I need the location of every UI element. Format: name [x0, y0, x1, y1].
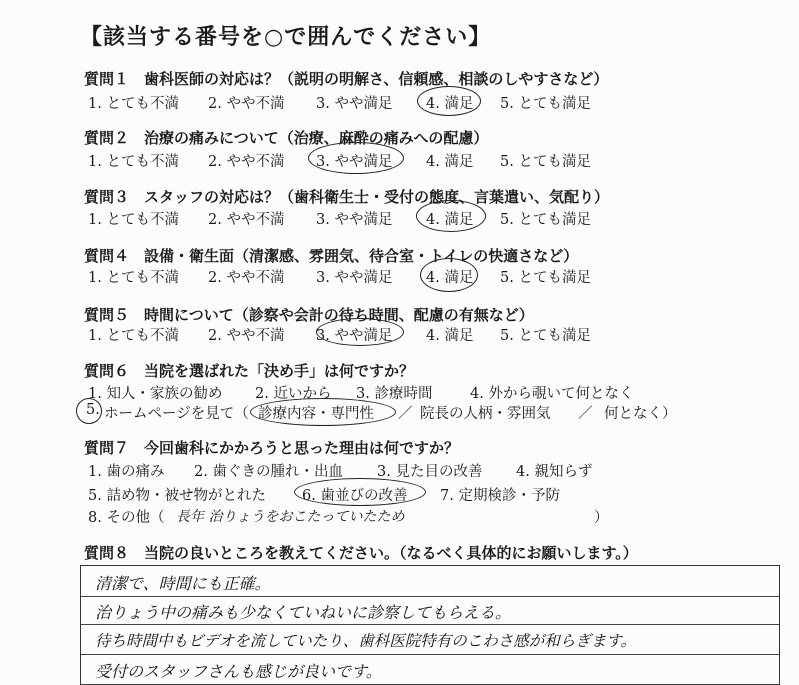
ruled-line: [81, 624, 779, 625]
option-2[interactable]: 2. やや不満: [208, 96, 285, 112]
question-number: 質問６: [84, 362, 130, 380]
page-title: 【該当する番号を○で囲んでください】: [80, 25, 492, 50]
question-number: 質問７: [84, 439, 130, 457]
question-header: [84, 68, 784, 90]
question-number: 質問１: [84, 70, 130, 88]
ruled-line: [81, 654, 779, 655]
question-number: 質問３: [84, 188, 130, 206]
option-4[interactable]: 4. 満足: [426, 270, 474, 286]
option-1[interactable]: 1. とても不満: [88, 270, 179, 286]
option-1[interactable]: 1. 歯の痛み: [88, 464, 165, 480]
question-text: 今回歯科にかかろうと思った理由は何ですか？: [144, 439, 460, 457]
answer-line-3: 待ち時間中もビデオを流していたり、歯科医院特有のこわさ感が和らぎます。: [95, 632, 636, 650]
answer-line-2: 治りょう中の痛みも少なくていねいに診察してもらえる。: [95, 603, 512, 622]
option-8-label: 8. その他（: [88, 510, 165, 526]
question-header: [84, 186, 784, 208]
question-text: 設備・衛生面（清潔感、雰囲気、待合室・トイレの快適さなど）: [144, 247, 579, 265]
option-5[interactable]: 5. 詰め物・被せ物がとれた: [88, 488, 266, 504]
option-2[interactable]: 2. やや不満: [208, 154, 285, 170]
answer-line-4: 受付のスタッフさんも感じが良いです。: [95, 662, 382, 681]
question-1: [84, 68, 784, 90]
option-6[interactable]: 6. 歯並びの改善: [302, 488, 408, 504]
option-3[interactable]: 3. やや満足: [316, 154, 393, 170]
ruled-line: [81, 596, 779, 597]
option-2[interactable]: 2. やや不満: [208, 212, 285, 228]
option-7[interactable]: 7. 定期検診・予防: [440, 488, 560, 504]
question-header: [84, 127, 784, 149]
option-4[interactable]: 4. 満足: [426, 154, 474, 170]
option-5[interactable]: 5. とても満足: [500, 328, 591, 344]
option-3[interactable]: 3. やや満足: [316, 96, 393, 112]
option-1[interactable]: 1. とても不満: [88, 96, 179, 112]
option-8-answer[interactable]: 長年 治りょうをおこたっていたため: [176, 509, 405, 525]
question-4: [84, 245, 784, 267]
question-2: [84, 127, 784, 149]
option-2[interactable]: 2. 歯ぐきの腫れ・出血: [194, 464, 343, 480]
option-5[interactable]: 5. とても満足: [500, 212, 591, 228]
question-header: [84, 437, 784, 459]
option-3[interactable]: 3. やや満足: [316, 212, 393, 228]
option-1[interactable]: 1. とても不満: [88, 212, 179, 228]
question-8: [84, 542, 784, 564]
option-2[interactable]: 2. やや不満: [208, 270, 285, 286]
question-number: 質問８: [84, 544, 130, 562]
question-3: [84, 186, 784, 208]
option-1[interactable]: 1. とても不満: [88, 328, 179, 344]
question-header: [84, 360, 784, 382]
question-6: [84, 360, 784, 382]
option-3[interactable]: 3. やや満足: [316, 270, 393, 286]
question-text: スタッフの対応は？（歯科衛生士・受付の態度、言葉遣い、気配り）: [144, 188, 610, 206]
question-header: [84, 542, 784, 564]
option-3[interactable]: 3. 見た目の改善: [377, 464, 483, 480]
question-header: [84, 304, 784, 326]
question-number: 質問２: [84, 129, 130, 147]
question-number: 質問５: [84, 306, 130, 324]
option-4[interactable]: 4. 満足: [426, 212, 474, 228]
option-4[interactable]: 4. 親知らず: [516, 464, 593, 480]
option-5[interactable]: 5. とても満足: [500, 154, 591, 170]
option-5-sub-3[interactable]: 何となく）: [604, 406, 677, 422]
answer-box[interactable]: [80, 565, 780, 685]
option-5-sub-2[interactable]: 院長の人柄・雰囲気: [420, 406, 551, 422]
question-text: 時間について（診察や会計の待ち時間、配慮の有無など）: [144, 306, 534, 324]
option-3[interactable]: 3. 診療時間: [356, 386, 433, 402]
question-header: [84, 245, 784, 267]
option-1[interactable]: 1. とても不満: [88, 154, 179, 170]
option-4[interactable]: 4. 満足: [426, 328, 474, 344]
question-7: [84, 437, 784, 459]
option-5[interactable]: 5.: [86, 402, 100, 418]
option-2[interactable]: 2. やや不満: [208, 328, 285, 344]
option-5-homepage: ホームページを見て（: [104, 406, 249, 422]
question-number: 質問４: [84, 247, 130, 265]
question-text: 歯科医師の対応は？（説明の明解さ、信頼感、相談のしやすさなど）: [144, 70, 609, 88]
option-4[interactable]: 4. 外から覗いて何となく: [470, 386, 634, 402]
question-text: 治療の痛みについて（治療、麻酔の痛みへの配慮）: [144, 129, 489, 147]
separator: ／: [578, 406, 593, 422]
option-3[interactable]: 3. やや満足: [316, 328, 393, 344]
option-1[interactable]: 1. 知人・家族の勧め: [88, 386, 223, 402]
separator: ／: [398, 406, 413, 422]
option-5[interactable]: 5. とても満足: [500, 270, 591, 286]
option-5[interactable]: 5. とても満足: [500, 96, 591, 112]
question-text: 当院の良いところを教えてください。（なるべく具体的にお願いします。）: [144, 544, 638, 562]
question-5: [84, 304, 784, 326]
option-2[interactable]: 2. 近いから: [255, 386, 332, 402]
option-4[interactable]: 4. 満足: [426, 96, 474, 112]
answer-line-1: 清潔で、時間にも正確。: [95, 574, 271, 593]
option-8-close: ）: [594, 510, 609, 526]
option-5-sub-1[interactable]: 診療内容・専門性: [258, 406, 374, 422]
question-text: 当院を選ばれた「決め手」は何ですか？: [144, 362, 415, 380]
